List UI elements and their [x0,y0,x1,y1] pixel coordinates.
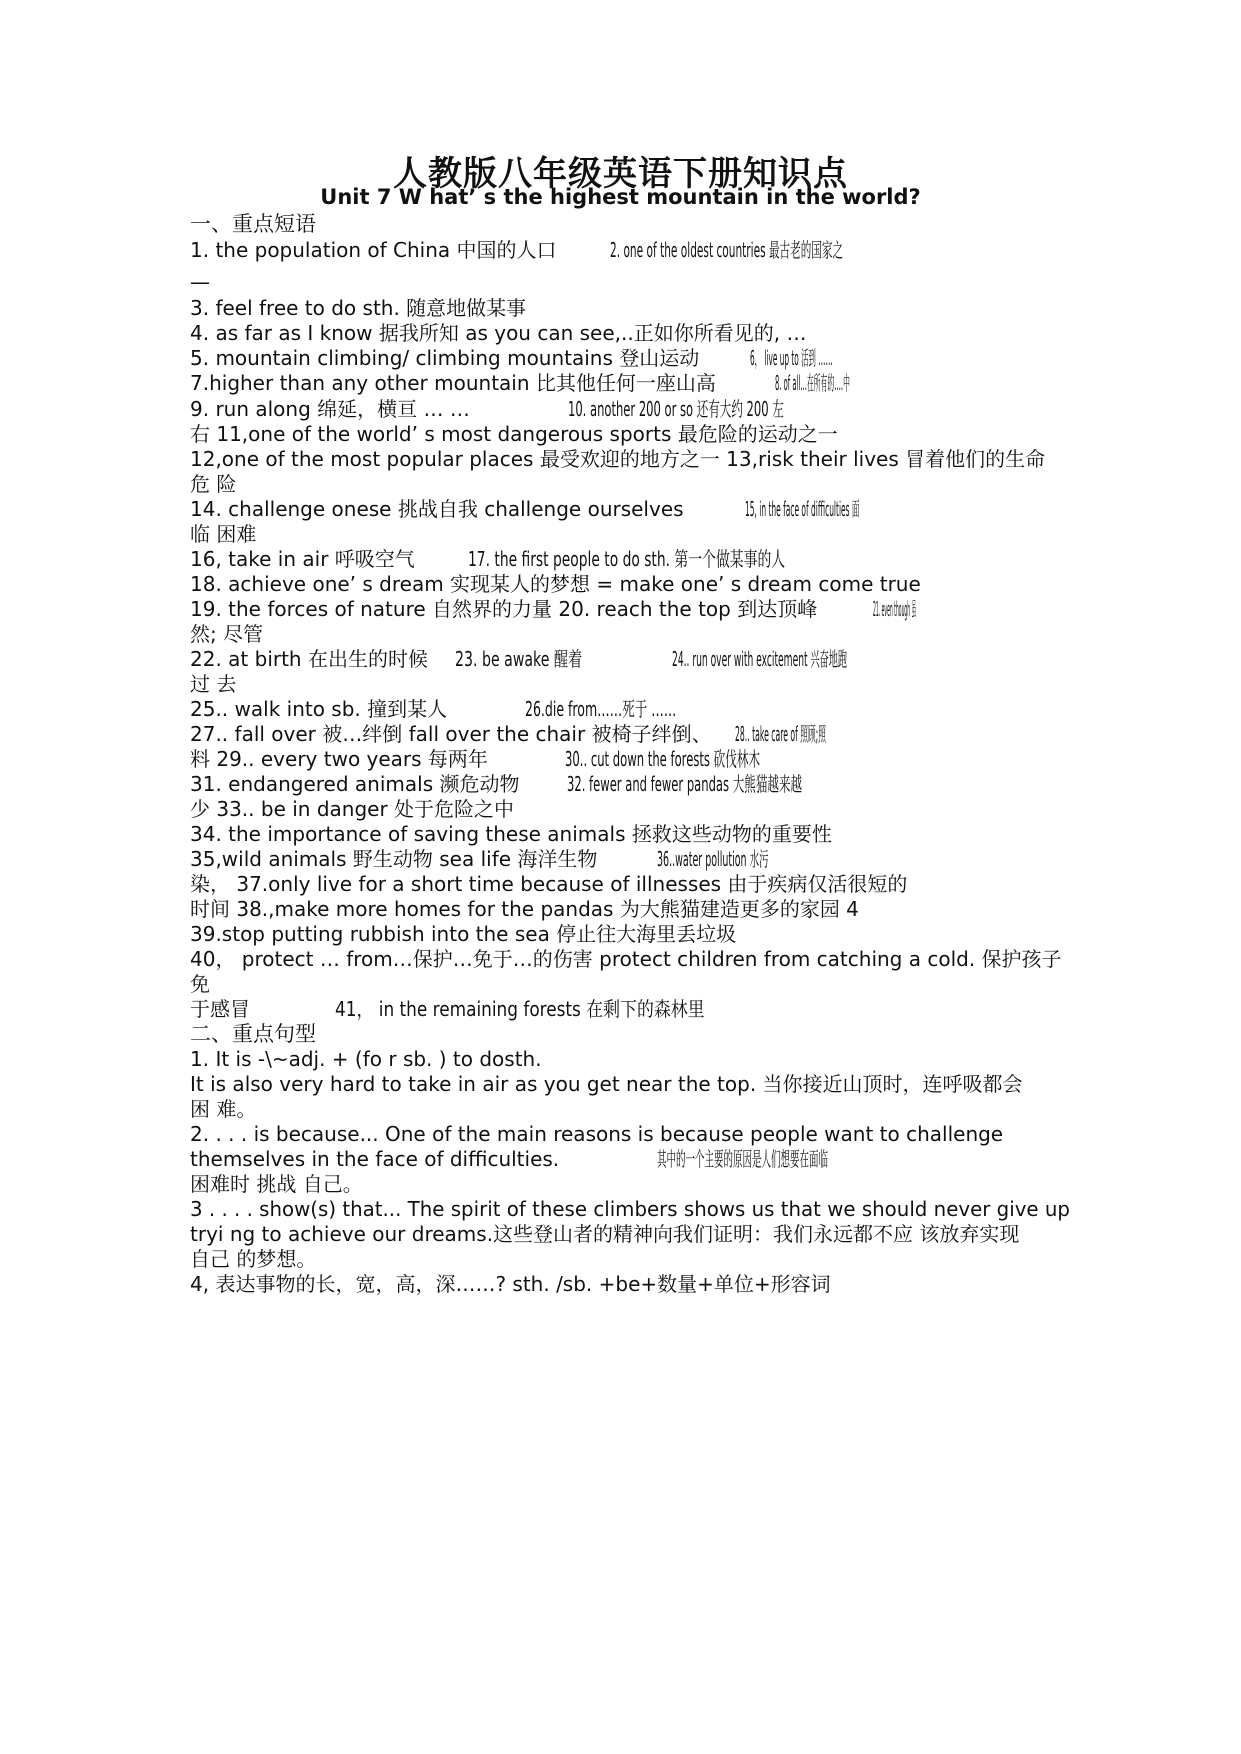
text-line: 14. challenge onese 挑战自我 challenge ourselves [190,497,684,521]
section-heading-sentences: 二、重点句型 [190,1022,316,1046]
text-line: 12,one of the most popular places 最受欢迎的地方之一 13,risk their lives 冒着他们的生命 [190,447,1046,471]
text-line: 16, take in air 呼吸空气 [190,547,415,571]
text-line: 免 [190,972,210,996]
text-line: 4. as far as I know 据我所知 as you can see,..正如你所看见的, … [190,321,807,345]
text-line: 困 难。 [190,1097,257,1121]
text-line: 17. the first people to do sth. 第一个做某事的人 [468,547,786,571]
text-line: 1. It is -\~adj. + (fo r sb. ) to dosth. [190,1047,542,1071]
text-line: 27.. fall over 被…绊倒 fall over the chair 被椅子绊倒、 [190,722,712,746]
text-line: — [190,270,210,294]
text-line: 料 29.. every two years 每两年 [190,747,488,771]
text-line: 35,wild animals 野生动物 sea life 海洋生物 [190,847,598,871]
text-line: 少 33.. be in danger 处于危险之中 [190,797,515,821]
text-line: 32. fewer and fewer pandas 大熊猫越来越 [567,772,803,796]
text-line: 6， live up to 活到 …… [750,346,833,370]
text-line: 22. at birth 在出生的时候 [190,647,428,671]
text-line: 右 11,one of the world’ s most dangerous sports 最危险的运动之一 [190,422,838,446]
text-line: 39.stop putting rubbish into the sea 停止往大海里丢垃圾 [190,922,737,946]
text-line: 28.. take care of 照顾;照 [735,722,826,746]
section-heading-phrases: 一、重点短语 [190,212,316,236]
text-line: 41， in the remaining forests 在剩下的森林里 [335,997,705,1021]
text-line: 9. run along 绵延，横亘 … … [190,397,470,421]
text-line: 4, 表达事物的长，宽，高，深……? sth. /sb. +be+数量+单位+形容词 [190,1272,831,1296]
text-line: 染， 37.only live for a short time because of illnesses 由于疾病仅活很短的 [190,872,908,896]
text-line: 困难时 挑战 自己。 [190,1172,363,1196]
text-line: 21. even though 虽 [873,597,917,621]
text-line: 7.higher than any other mountain 比其他任何一座山高 [190,371,716,395]
text-line: 临 困难 [190,522,257,546]
text-line: 然; 尽管 [190,622,264,646]
text-line: It is also very hard to take in air as you get near the top. 当你接近山顶时，连呼吸都会 [190,1072,1023,1096]
document-title: 人教版八年级英语下册知识点 [393,154,848,194]
text-line: tryi ng to achieve our dreams.这些登山者的精神向我们证明：我们永远都不应 该放弃实现 [190,1222,1020,1246]
text-line: 18. achieve one’ s dream 实现某人的梦想 = make one’ s dream come true [190,572,921,596]
text-line: 10. another 200 or so 还有大约 200 左 [568,397,784,421]
text-line: 24.. run over with excitement 兴奋地跑 [672,647,848,671]
text-line: 时间 38.,make more homes for the pandas 为大熊猫建造更多的家园 4 [190,897,859,921]
text-line: 3 . . . . show(s) that... The spirit of these climbers shows us that we should never give up [190,1197,1070,1221]
text-line: 1. the population of China 中国的人口 [190,238,557,262]
text-line: 34. the importance of saving these animals 拯救这些动物的重要性 [190,822,832,846]
text-line: 于感冒 [190,997,250,1021]
text-line: 31. endangered animals 濒危动物 [190,772,520,796]
text-line: 15, in the face of difficulties 面 [745,497,860,521]
text-line: 30.. cut down the forests 砍伐林木 [565,747,761,771]
text-line: 23. be awake 醒着 [455,647,583,671]
text-line: 危 险 [190,472,237,496]
text-line: 40， protect … from…保护…免于…的伤害 protect children from catching a cold. 保护孩子 [190,947,1062,971]
text-line: 25.. walk into sb. 撞到某人 [190,697,448,721]
text-line: 19. the forces of nature 自然界的力量 20. reach the top 到达顶峰 [190,597,818,621]
text-line: 2. . . . is because... One of the main reasons is because people want to challenge [190,1122,1004,1146]
text-line: 8. of all…在所有的….中 [775,371,850,395]
text-line: 2. one of the oldest countries 最古老的国家之 [610,238,844,262]
text-line: 自己 的梦想。 [190,1247,317,1271]
text-line: 过 去 [190,672,237,696]
text-line: 36..water pollution 水污 [657,847,769,871]
text-line: themselves in the face of difficulties. [190,1147,560,1171]
text-line: 5. mountain climbing/ climbing mountains 登山运动 [190,346,700,370]
unit-subtitle: Unit 7 W hat’ s the highest mountain in the world? [320,185,921,209]
text-line: 26.die from……死于 …… [525,697,677,721]
text-line: 3. feel free to do sth. 随意地做某事 [190,296,527,320]
text-line: 其中的一个主要的原因是人们想要在面临 [657,1147,828,1171]
